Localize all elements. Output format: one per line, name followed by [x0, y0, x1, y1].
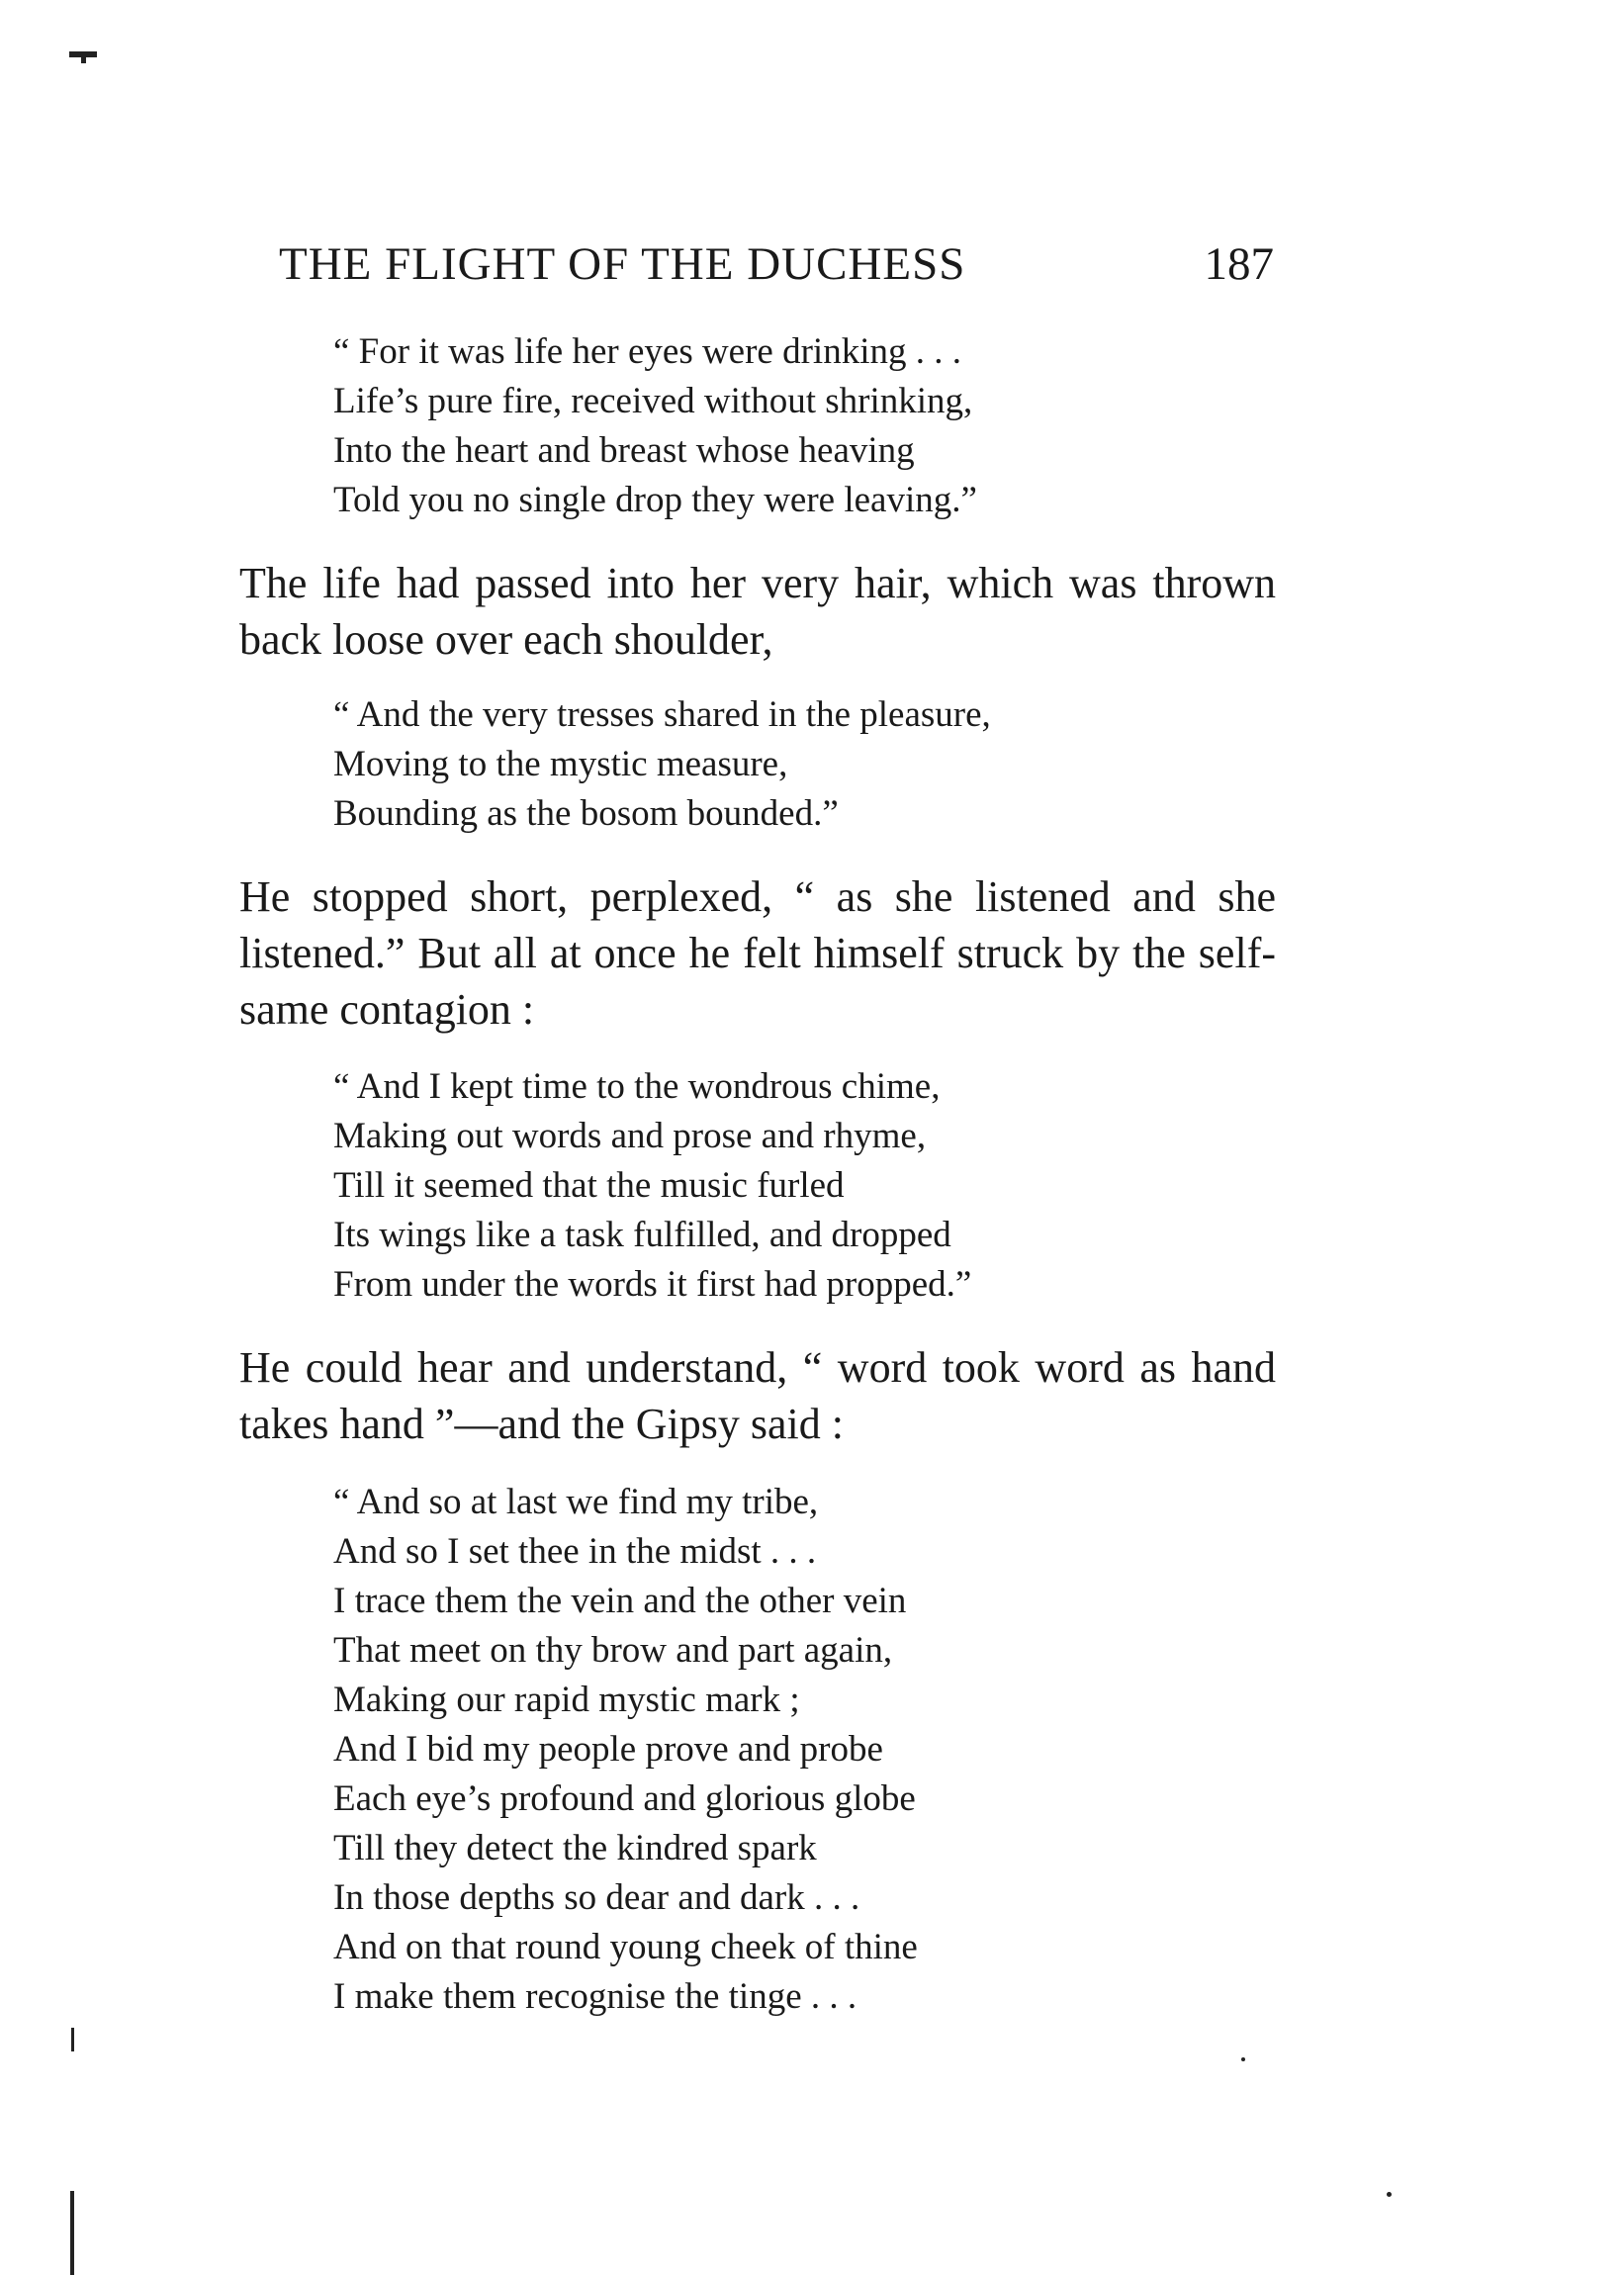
prose-paragraph-1: The life had passed into her very hair, which was thrown back loose over each shoulder, — [239, 559, 1276, 664]
verse-line: “ And I kept time to the wondrous chime, — [333, 1066, 941, 1107]
verse-line: Into the heart and breast whose heaving — [333, 430, 915, 471]
verse-block-3 — [333, 1062, 971, 1310]
running-header — [279, 237, 1274, 307]
verse-line: Its wings like a task fulfilled, and dropped — [333, 1215, 951, 1255]
verse-line: “ And the very tresses shared in the pleasure, — [333, 694, 991, 735]
verse-line: And so I set thee in the midst . . . — [333, 1531, 817, 1572]
margin-speck-dot — [1241, 2057, 1245, 2061]
verse-line: That meet on thy brow and part again, — [333, 1630, 893, 1671]
verse-line: “ For it was life her eyes were drinking . . . — [333, 331, 961, 372]
prose-paragraph-3: He could hear and understand, “ word took word as hand takes hand ”—and the Gipsy said : — [239, 1343, 1276, 1448]
corner-blot-stem — [81, 51, 86, 63]
verse-line: Till they detect the kindred spark — [333, 1828, 817, 1868]
verse-line: I trace them the vein and the other vein — [333, 1581, 907, 1621]
margin-speck — [71, 2028, 74, 2051]
verse-line: Bounding as the bosom bounded.” — [333, 793, 839, 834]
verse-line: Moving to the mystic measure, — [333, 744, 788, 784]
page-number: 187 — [1204, 238, 1274, 290]
verse-line: Making our rapid mystic mark ; — [333, 1680, 800, 1720]
verse-line: And on that round young cheek of thine — [333, 1927, 918, 1967]
verse-line: Told you no single drop they were leaving.” — [333, 480, 977, 520]
prose-paragraph-2: He stopped short, perplexed, “ as she listened and she listened.” But all at once he felt himself struck by the self-same contagion : — [239, 872, 1276, 1034]
verse-line: “ And so at last we find my tribe, — [333, 1482, 819, 1522]
running-title: THE FLIGHT OF THE DUCHESS — [279, 238, 966, 290]
margin-speck-dot — [1387, 2192, 1392, 2197]
verse-line: I make them recognise the tinge . . . — [333, 1976, 857, 2017]
margin-gutter-line — [70, 2191, 74, 2275]
verse-line: Making out words and prose and rhyme, — [333, 1116, 927, 1156]
verse-line: Life’s pure fire, received without shrinking, — [333, 381, 973, 421]
verse-line: Each eye’s profound and glorious globe — [333, 1778, 916, 1819]
verse-line: Till it seemed that the music furled — [333, 1165, 845, 1206]
verse-block-4 — [333, 1478, 918, 2022]
verse-block-1 — [333, 327, 977, 525]
verse-line: And I bid my people prove and probe — [333, 1729, 883, 1770]
verse-line: In those depths so dear and dark . . . — [333, 1877, 860, 1918]
verse-block-2 — [333, 690, 991, 839]
verse-line: From under the words it first had propped.” — [333, 1264, 972, 1305]
